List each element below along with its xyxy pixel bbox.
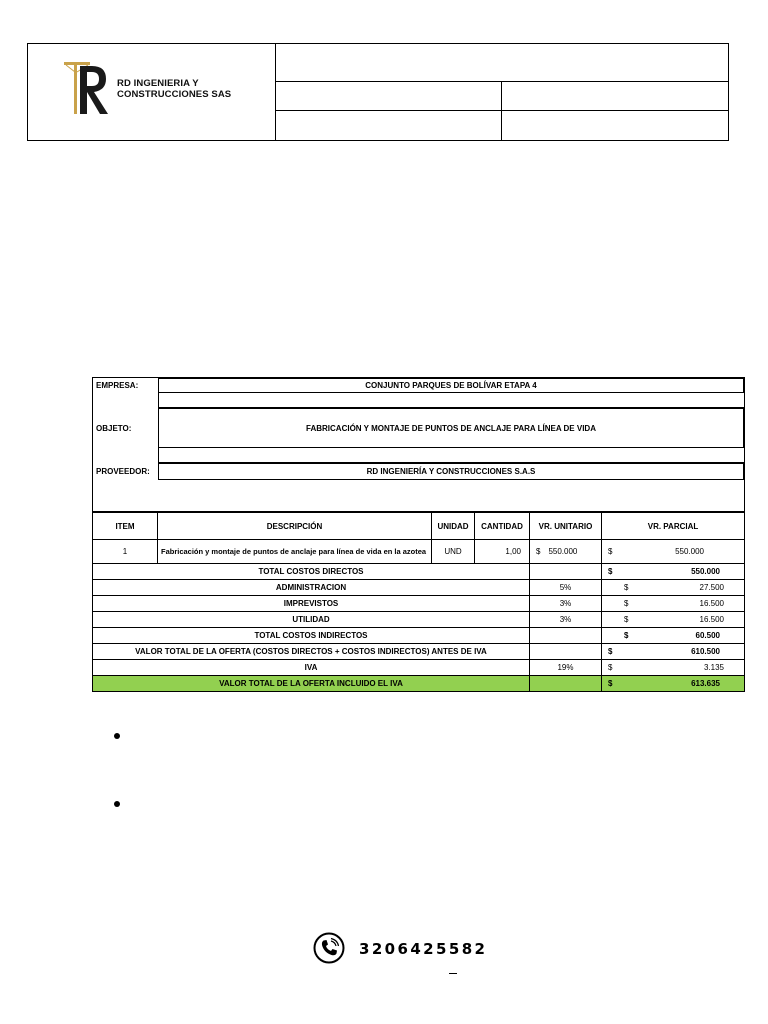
totals-label: ADMINISTRACION [93, 580, 530, 595]
company-name-line1: RD INGENIERIA Y [117, 78, 199, 89]
totals-row [93, 628, 744, 644]
col-item: ITEM [93, 513, 158, 539]
totals-label: UTILIDAD [93, 612, 530, 627]
empresa-value: CONJUNTO PARQUES DE BOLÍVAR ETAPA 4 [158, 378, 744, 393]
totals-value [602, 644, 744, 659]
totals-currency-symbol: $ [624, 583, 629, 592]
item-partial [602, 540, 744, 563]
totals-amount: 16.500 [699, 599, 724, 608]
totals-label: VALOR TOTAL DE LA OFERTA INCLUIDO EL IVA [93, 676, 530, 691]
header-cell-page [502, 111, 728, 140]
empresa-label: EMPRESA: [96, 381, 139, 390]
col-unit-price: VR. UNITARIO [530, 513, 602, 539]
totals-percent: 19% [530, 660, 602, 675]
totals-percent [530, 628, 602, 643]
totals-row [93, 660, 744, 676]
item-qty: 1,00 [475, 540, 530, 563]
totals-amount: 613.635 [691, 679, 720, 688]
company-name-line2: CONSTRUCCIONES SAS [117, 89, 232, 100]
phone-number[interactable]: 3206425582 [359, 940, 488, 958]
totals-label: VALOR TOTAL DE LA OFERTA (COSTOS DIRECTOS + COSTOS INDIRECTOS) ANTES DE IVA [93, 644, 530, 659]
totals-label: IVA [93, 660, 530, 675]
grid-header-row [93, 513, 744, 540]
proveedor-label: PROVEEDOR: [96, 467, 150, 476]
totals-value [602, 580, 744, 595]
totals-amount: 27.500 [699, 583, 724, 592]
item-number: 1 [93, 540, 158, 563]
col-unit: UNIDAD [432, 513, 475, 539]
totals-currency-symbol: $ [608, 679, 613, 688]
totals-value [602, 628, 744, 643]
totals-value [602, 676, 744, 691]
totals-currency-symbol: $ [608, 647, 613, 656]
col-quantity: CANTIDAD [475, 513, 530, 539]
totals-value [602, 596, 744, 611]
item-partial-value: 550.000 [675, 547, 704, 556]
totals-label: IMPREVISTOS [93, 596, 530, 611]
bullet-point [114, 801, 120, 807]
totals-amount: 610.500 [691, 647, 720, 656]
quote-grid [93, 511, 744, 691]
totals-percent [530, 644, 602, 659]
totals-amount: 550.000 [691, 567, 720, 576]
company-logo [62, 58, 112, 118]
totals-row [93, 644, 744, 660]
logo-cell [28, 44, 276, 140]
totals-row [93, 612, 744, 628]
empresa-spacer [158, 392, 744, 408]
totals-percent [530, 676, 602, 691]
totals-row [93, 676, 744, 692]
objeto-value: FABRICACIÓN Y MONTAJE DE PUNTOS DE ANCLAJE PARA LÍNEA DE VIDA [158, 408, 744, 448]
header-cell-version [502, 81, 728, 111]
header-cell-date [275, 111, 502, 140]
bullet-point [114, 733, 120, 739]
phone-icon [313, 932, 345, 964]
totals-currency-symbol: $ [608, 567, 613, 576]
totals-label: TOTAL COSTOS DIRECTOS [93, 564, 530, 579]
totals-amount: 16.500 [699, 615, 724, 624]
totals-percent: 3% [530, 612, 602, 627]
totals-percent [530, 564, 602, 579]
document-header [27, 43, 729, 141]
totals-row [93, 596, 744, 612]
item-unit-price-symbol: $ [536, 547, 541, 556]
header-cell-code [275, 81, 502, 111]
totals-value [602, 612, 744, 627]
objeto-spacer [158, 447, 744, 463]
totals-percent: 5% [530, 580, 602, 595]
totals-amount: 3.135 [703, 663, 724, 672]
totals-currency-symbol: $ [624, 615, 629, 624]
col-partial: VR. PARCIAL [647, 521, 699, 531]
footer-dash [449, 973, 457, 974]
item-partial-symbol: $ [608, 547, 613, 556]
totals-currency-symbol: $ [624, 599, 629, 608]
totals-currency-symbol: $ [608, 663, 613, 672]
col-description: DESCRIPCIÓN [158, 513, 432, 539]
item-row [93, 540, 744, 564]
totals-amount: 60.500 [695, 631, 720, 640]
totals-row [93, 580, 744, 596]
item-unit-price [530, 540, 602, 563]
totals-value [602, 564, 744, 579]
totals-label: TOTAL COSTOS INDIRECTOS [93, 628, 530, 643]
totals-currency-symbol: $ [624, 631, 629, 640]
item-unit-price-value: 550.000 [548, 547, 578, 556]
totals-percent: 3% [530, 596, 602, 611]
item-unit: UND [432, 540, 475, 563]
totals-row [93, 564, 744, 580]
proveedor-value: RD INGENIERÍA Y CONSTRUCCIONES S.A.S [158, 463, 744, 480]
company-name [117, 78, 231, 100]
totals-value [602, 660, 744, 675]
objeto-label: OBJETO: [96, 424, 132, 433]
item-description: Fabricación y montaje de puntos de anclaje para línea de vida en la azotea [158, 540, 432, 563]
header-title-cell [275, 44, 728, 82]
quote-table [92, 377, 745, 692]
